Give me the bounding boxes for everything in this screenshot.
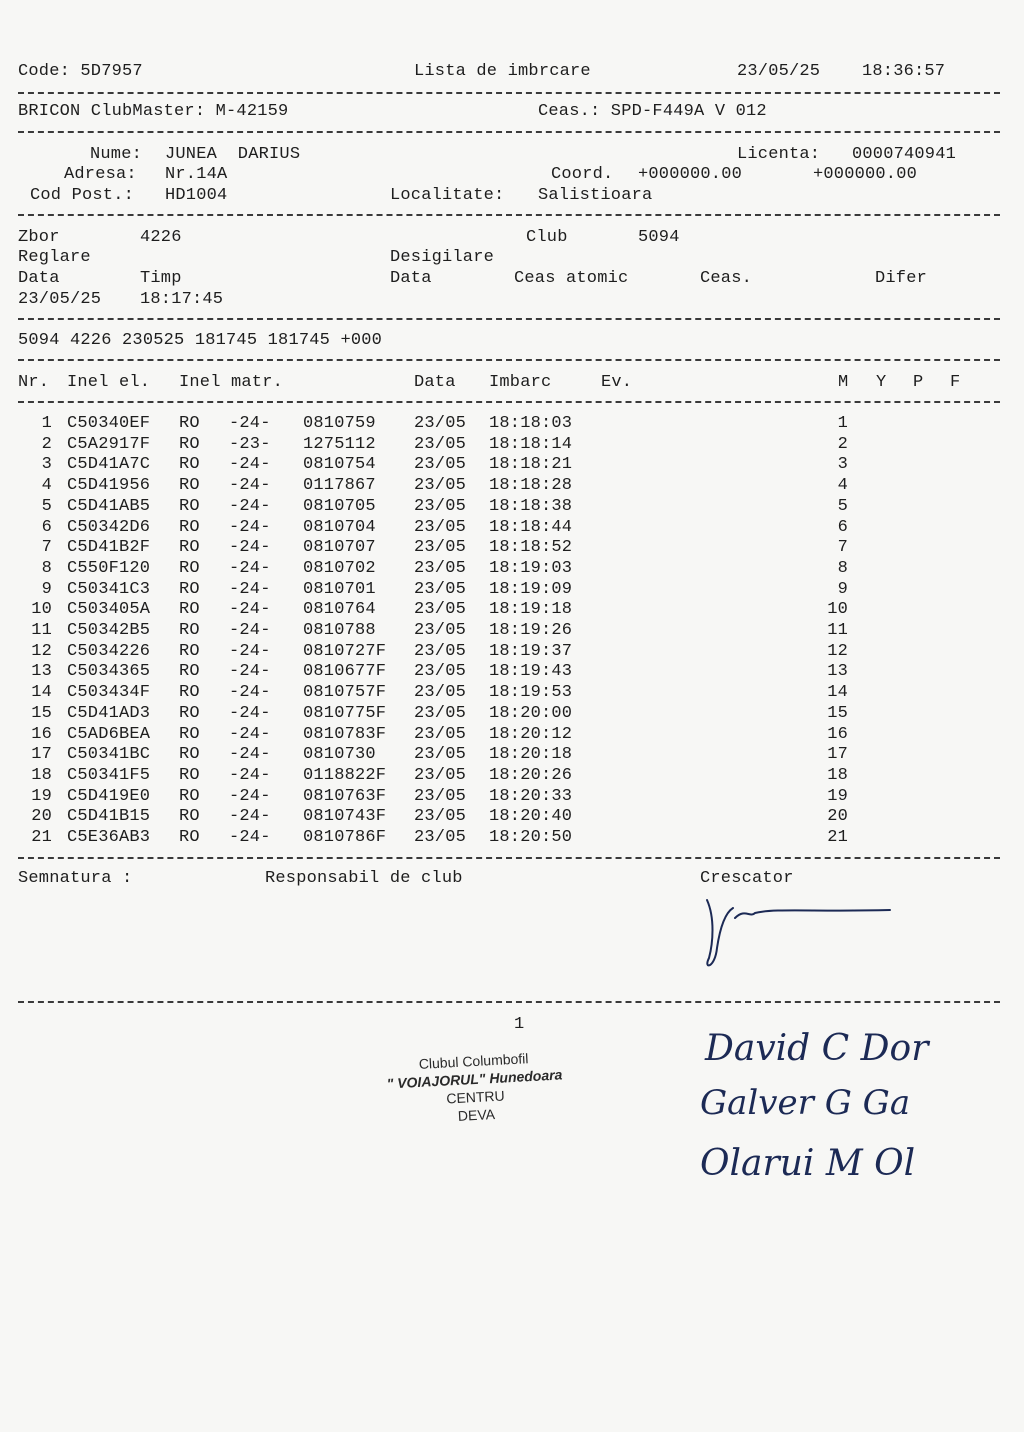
cell-time: 18:18:52 [489,538,573,558]
cell-m: 11 [827,621,848,640]
cell-m: 15 [827,703,848,723]
col-ev: Ev. [601,373,633,392]
cell-inel-el: C5A2917F [67,434,151,454]
cell-country: RO [179,621,200,640]
owner-locality: Salistioara [538,186,653,205]
cell-matr: 0810783F [303,724,387,744]
cell-matr: 0117867 [303,476,376,496]
summary-line: 5094 4226 230525 181745 181745 +000 [18,331,383,350]
cell-matr: 0810705 [303,496,376,516]
cell-country: RO [179,538,200,558]
cell-nr: 10 [31,600,52,620]
separator [18,92,1000,94]
club-number: 5094 [638,228,680,247]
cell-country: RO [179,703,200,723]
cell-time: 18:19:53 [489,683,573,703]
cell-nr: 16 [31,724,52,744]
cell-inel-el: C50342D6 [67,517,151,537]
cell-m: 20 [827,807,848,827]
owner-postcode: HD1004 [165,186,228,205]
table-row [0,662,1024,682]
zbor-label: Zbor [18,228,60,247]
table-row [0,787,1024,807]
cell-inel-el: C5D41A7C [67,455,151,475]
table-row [0,621,1024,641]
cell-nr: 17 [31,745,52,765]
cell-date: 23/05 [414,662,467,682]
cell-time: 18:18:28 [489,476,573,496]
cell-country: RO [179,517,200,537]
page-number: 1 [514,1015,525,1034]
cell-date: 23/05 [414,579,467,599]
table-row [0,683,1024,703]
cell-date: 23/05 [414,558,467,578]
table-row [0,766,1024,786]
table-row [0,600,1024,620]
cell-date: 23/05 [414,600,467,620]
cell-country: RO [179,745,200,765]
cell-inel-el: C5034226 [67,641,151,661]
cell-m: 7 [837,538,848,558]
cell-time: 18:20:33 [489,786,573,806]
cell-country: RO [179,828,200,847]
cell-time: 18:18:21 [489,455,573,475]
cell-country: RO [179,786,200,806]
cell-inel-el: C503434F [67,683,151,703]
cell-nr: 18 [31,765,52,785]
cell-nr: 21 [31,828,52,847]
desigilare-label: Desigilare [390,248,495,267]
cell-m: 18 [827,765,848,785]
cell-matr: 0810727F [303,641,387,661]
cell-m: 3 [837,455,848,475]
stamp-line: CENTRU [445,1087,506,1107]
cell-nr: 13 [31,662,52,682]
crescator-signature [695,888,895,973]
stamp-line: DEVA [457,1106,496,1124]
cell-m: 21 [827,828,848,847]
cell-date: 23/05 [414,807,467,827]
stamp-line: " VOIAJORUL" Hunedoara [386,1066,563,1092]
cell-matr: 0810786F [303,828,387,847]
cell-country: RO [179,662,200,682]
cell-inel-el: C50342B5 [67,621,151,640]
cell-inel-el: C50341BC [67,745,151,765]
cell-country: RO [179,683,200,703]
separator [18,131,1000,133]
cell-inel-el: C5D41AB5 [67,496,151,516]
cell-year: -24- [229,828,271,847]
cell-inel-el: C50341C3 [67,579,151,599]
cell-nr: 3 [41,455,52,475]
cell-matr: 0118822F [303,765,387,785]
cell-time: 18:18:14 [489,434,573,454]
cell-time: 18:20:12 [489,724,573,744]
owner-name: JUNEA DARIUS [165,145,301,164]
table-row [0,414,1024,434]
cell-inel-el: C5D41956 [67,476,151,496]
col-inel-el: Inel el. [67,373,151,392]
cell-inel-el: C550F120 [67,558,151,578]
stamp-line: Clubul Columbofil [418,1050,529,1072]
cell-m: 9 [837,579,848,599]
semnatura-label: Semnatura : [18,869,133,888]
table-row [0,455,1024,475]
table-row [0,828,1024,848]
cell-matr: 1275112 [303,434,376,454]
cell-inel-el: C5D41B2F [67,538,151,558]
cell-matr: 0810707 [303,538,376,558]
cell-year: -24- [229,517,271,537]
cell-date: 23/05 [414,745,467,765]
cell-m: 19 [827,786,848,806]
responsabil-label: Responsabil de club [265,869,463,888]
cell-nr: 15 [31,703,52,723]
license-label: Licenta: [737,145,821,164]
cell-country: RO [179,455,200,475]
table-row [0,642,1024,662]
cell-m: 1 [837,414,848,433]
cell-year: -24- [229,662,271,682]
cell-time: 18:20:26 [489,765,573,785]
cell-inel-el: C5034365 [67,662,151,682]
cell-matr: 0810702 [303,558,376,578]
cell-country: RO [179,496,200,516]
crescator-label: Crescator [700,869,794,888]
cell-date: 23/05 [414,683,467,703]
cell-matr: 0810704 [303,517,376,537]
cell-time: 18:19:43 [489,662,573,682]
cell-year: -24- [229,807,271,827]
cell-inel-el: C50340EF [67,414,151,433]
cell-date: 23/05 [414,786,467,806]
table-row [0,580,1024,600]
cell-date: 23/05 [414,455,467,475]
report-title: Lista de imbrcare [414,62,591,81]
cell-country: RO [179,807,200,827]
locality-label: Localitate: [390,186,505,205]
separator [18,857,1000,859]
cell-date: 23/05 [414,765,467,785]
cell-m: 8 [837,558,848,578]
cell-m: 6 [837,517,848,537]
cell-matr: 0810757F [303,683,387,703]
cell-year: -24- [229,786,271,806]
cell-country: RO [179,724,200,744]
cell-year: -24- [229,558,271,578]
cell-time: 18:20:00 [489,703,573,723]
handwritten-signature: Galver G Ga [700,1083,911,1123]
clock-id: Ceas.: SPD-F449A V 012 [538,102,767,121]
cell-date: 23/05 [414,414,467,433]
owner-address: Nr.14A [165,165,228,184]
cell-year: -24- [229,600,271,620]
cell-year: -24- [229,683,271,703]
postcode-label: Cod Post.: [30,186,135,205]
cell-year: -23- [229,434,271,454]
cell-year: -24- [229,703,271,723]
table-row [0,704,1024,724]
cell-year: -24- [229,641,271,661]
separator [18,359,1000,361]
cell-time: 18:19:18 [489,600,573,620]
coord-y: +000000.00 [813,165,918,184]
cell-country: RO [179,765,200,785]
cell-matr: 0810754 [303,455,376,475]
col-imbarc: Imbarc [489,373,552,392]
table-row [0,497,1024,517]
cell-nr: 6 [41,517,52,537]
data-label: Data [18,269,60,288]
cell-nr: 8 [41,558,52,578]
ceas-label: Ceas. [700,269,753,288]
clubmaster-id: BRICON ClubMaster: M-42159 [18,102,289,121]
cell-m: 12 [827,641,848,661]
cell-year: -24- [229,724,271,744]
cell-nr: 7 [41,538,52,558]
cell-year: -24- [229,476,271,496]
table-row [0,538,1024,558]
cell-m: 13 [827,662,848,682]
cell-time: 18:20:50 [489,828,573,847]
cell-matr: 0810775F [303,703,387,723]
cell-year: -24- [229,579,271,599]
cell-m: 4 [837,476,848,496]
cell-time: 18:18:03 [489,414,573,433]
cell-date: 23/05 [414,517,467,537]
col-nr: Nr. [18,373,50,392]
cell-year: -24- [229,538,271,558]
table-row [0,476,1024,496]
cell-m: 17 [827,745,848,765]
table-row [0,807,1024,827]
cell-date: 23/05 [414,641,467,661]
cell-nr: 9 [41,579,52,599]
cell-country: RO [179,434,200,454]
reglare-time: 18:17:45 [140,290,224,309]
cell-year: -24- [229,496,271,516]
cell-date: 23/05 [414,724,467,744]
cell-matr: 0810730 [303,745,376,765]
separator [18,1001,1000,1003]
col-y: Y [876,373,887,392]
cell-year: -24- [229,745,271,765]
cell-time: 18:19:03 [489,558,573,578]
cell-time: 18:18:38 [489,496,573,516]
col-m: M [838,373,849,392]
handwritten-signature: Olarui M Ol [700,1143,916,1184]
cell-matr: 0810788 [303,621,376,640]
separator [18,401,1000,403]
cell-m: 5 [837,496,848,516]
cell-country: RO [179,579,200,599]
cell-m: 2 [837,434,848,454]
cell-inel-el: C5D419E0 [67,786,151,806]
cell-date: 23/05 [414,703,467,723]
report-code: Code: 5D7957 [18,62,143,81]
cell-year: -24- [229,621,271,640]
cell-m: 14 [827,683,848,703]
cell-matr: 0810764 [303,600,376,620]
difer-label: Difer [875,269,928,288]
table-row [0,559,1024,579]
coord-x: +000000.00 [638,165,743,184]
handwritten-signature: David C Dor [705,1028,929,1069]
coord-label: Coord. [551,165,614,184]
cell-time: 18:19:09 [489,579,573,599]
cell-inel-el: C503405A [67,600,151,620]
cell-country: RO [179,558,200,578]
cell-country: RO [179,476,200,496]
name-label: Nume: [90,145,143,164]
cell-date: 23/05 [414,828,467,847]
col-f: F [950,373,961,392]
cell-time: 18:20:18 [489,745,573,765]
separator [18,318,1000,320]
cell-nr: 12 [31,641,52,661]
cell-inel-el: C5D41B15 [67,807,151,827]
cell-matr: 0810743F [303,807,387,827]
cell-inel-el: C5E36AB3 [67,828,151,847]
cell-time: 18:20:40 [489,807,573,827]
cell-matr: 0810759 [303,414,376,433]
cell-date: 23/05 [414,476,467,496]
license-number: 0000740941 [852,145,957,164]
cell-year: -24- [229,414,271,433]
col-data: Data [414,373,456,392]
table-row [0,725,1024,745]
cell-matr: 0810701 [303,579,376,599]
address-label: Adresa: [64,165,137,184]
report-time: 18:36:57 [862,62,946,81]
cell-country: RO [179,414,200,433]
cell-inel-el: C5AD6BEA [67,724,151,744]
col-p: P [913,373,924,392]
cell-time: 18:19:26 [489,621,573,640]
cell-inel-el: C50341F5 [67,765,151,785]
report-date: 23/05/25 [737,62,821,81]
cell-matr: 0810677F [303,662,387,682]
ceas-atomic-label: Ceas atomic [514,269,629,288]
cell-year: -24- [229,765,271,785]
cell-m: 16 [827,724,848,744]
club-stamp [378,1047,572,1129]
timp-label: Timp [140,269,182,288]
cell-date: 23/05 [414,496,467,516]
cell-nr: 11 [31,621,52,640]
data2-label: Data [390,269,432,288]
cell-matr: 0810763F [303,786,387,806]
club-label: Club [526,228,568,247]
cell-nr: 14 [31,683,52,703]
cell-nr: 5 [41,496,52,516]
table-row [0,518,1024,538]
cell-m: 10 [827,600,848,620]
cell-nr: 20 [31,807,52,827]
cell-inel-el: C5D41AD3 [67,703,151,723]
reglare-label: Reglare [18,248,91,267]
table-row [0,745,1024,765]
cell-time: 18:18:44 [489,517,573,537]
table-row [0,435,1024,455]
cell-country: RO [179,641,200,661]
reglare-date: 23/05/25 [18,290,102,309]
cell-nr: 1 [41,414,52,433]
cell-year: -24- [229,455,271,475]
cell-nr: 19 [31,786,52,806]
col-inel-matr: Inel matr. [179,373,284,392]
cell-nr: 4 [41,476,52,496]
cell-date: 23/05 [414,621,467,640]
separator [18,214,1000,216]
cell-date: 23/05 [414,538,467,558]
cell-country: RO [179,600,200,620]
cell-time: 18:19:37 [489,641,573,661]
cell-nr: 2 [41,434,52,454]
cell-date: 23/05 [414,434,467,454]
zbor-number: 4226 [140,228,182,247]
